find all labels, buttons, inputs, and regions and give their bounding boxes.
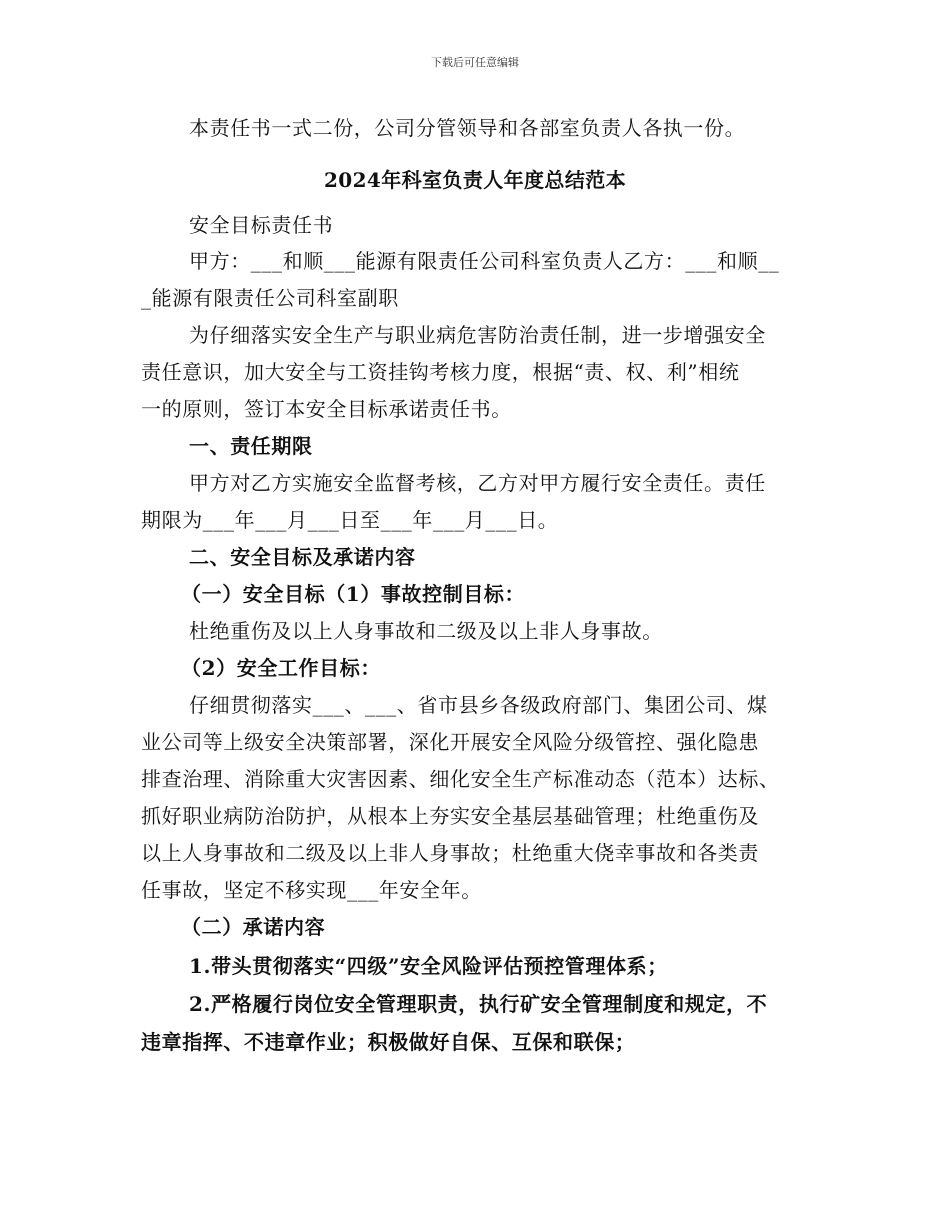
commitment-item: 1.带头贯彻落实“四级”安全风险评估预控管理体系；	[189, 954, 668, 978]
subtitle-line: 安全目标责任书	[189, 213, 334, 237]
body-line: 杜绝重伤及以上人身事故和二级及以上非人身事故。	[189, 619, 663, 643]
body-line: _能源有限责任公司科室副职	[141, 286, 399, 310]
body-line: 抓好职业病防治防护，从根本上夯实安全基层基础管理；杜绝重伤及	[141, 804, 759, 828]
body-line: 期限为___年___月___日至___年___月___日。	[141, 508, 559, 532]
body-line: 仔细贯彻落实___、___、省市县乡各级政府部门、集团公司、煤	[189, 693, 768, 717]
body-line: 任事故，坚定不移实现___年安全年。	[141, 878, 482, 902]
subsection-heading: （二）承诺内容	[181, 915, 326, 939]
body-line: 甲方：___和顺___能源有限责任公司科室负责人乙方：___和顺__	[189, 249, 780, 273]
body-line: 责任意识，加大安全与工资挂钩考核力度，根据“责、权、利”相统	[141, 360, 740, 384]
section-heading: 一、责任期限	[189, 434, 313, 458]
body-line: 以上人身事故和二级及以上非人身事故；杜绝重大侥幸事故和各类责	[141, 841, 759, 865]
subsection-heading: （2）安全工作目标：	[181, 656, 381, 680]
commitment-item-continued: 违章指挥、不违章作业；积极做好自保、互保和联保；	[141, 1030, 636, 1054]
intro-paragraph: 本责任书一式二份，公司分管领导和各部室负责人各执一份。	[189, 116, 746, 140]
commitment-item: 2.严格履行岗位安全管理职责，执行矿安全管理制度和规定，不	[189, 992, 768, 1016]
document-title: 2024年科室负责人年度总结范本	[323, 168, 627, 192]
section-heading: 二、安全目标及承诺内容	[189, 545, 416, 569]
body-line: 为仔细落实安全生产与职业病危害防治责任制，进一步增强安全	[189, 323, 766, 347]
body-line: 甲方对乙方实施安全监督考核，乙方对甲方履行安全责任。责任	[189, 471, 766, 495]
page-header: 下载后可任意编辑	[431, 56, 519, 69]
body-line: 排查治理、消除重大灾害因素、细化安全生产标准动态（范本）达标、	[141, 767, 780, 791]
subsection-heading: （一）安全目标（1）事故控制目标：	[181, 582, 526, 606]
body-line: 一的原则，签订本安全目标承诺责任书。	[141, 397, 512, 421]
body-line: 业公司等上级安全决策部署，深化开展安全风险分级管控、强化隐患	[141, 730, 759, 754]
